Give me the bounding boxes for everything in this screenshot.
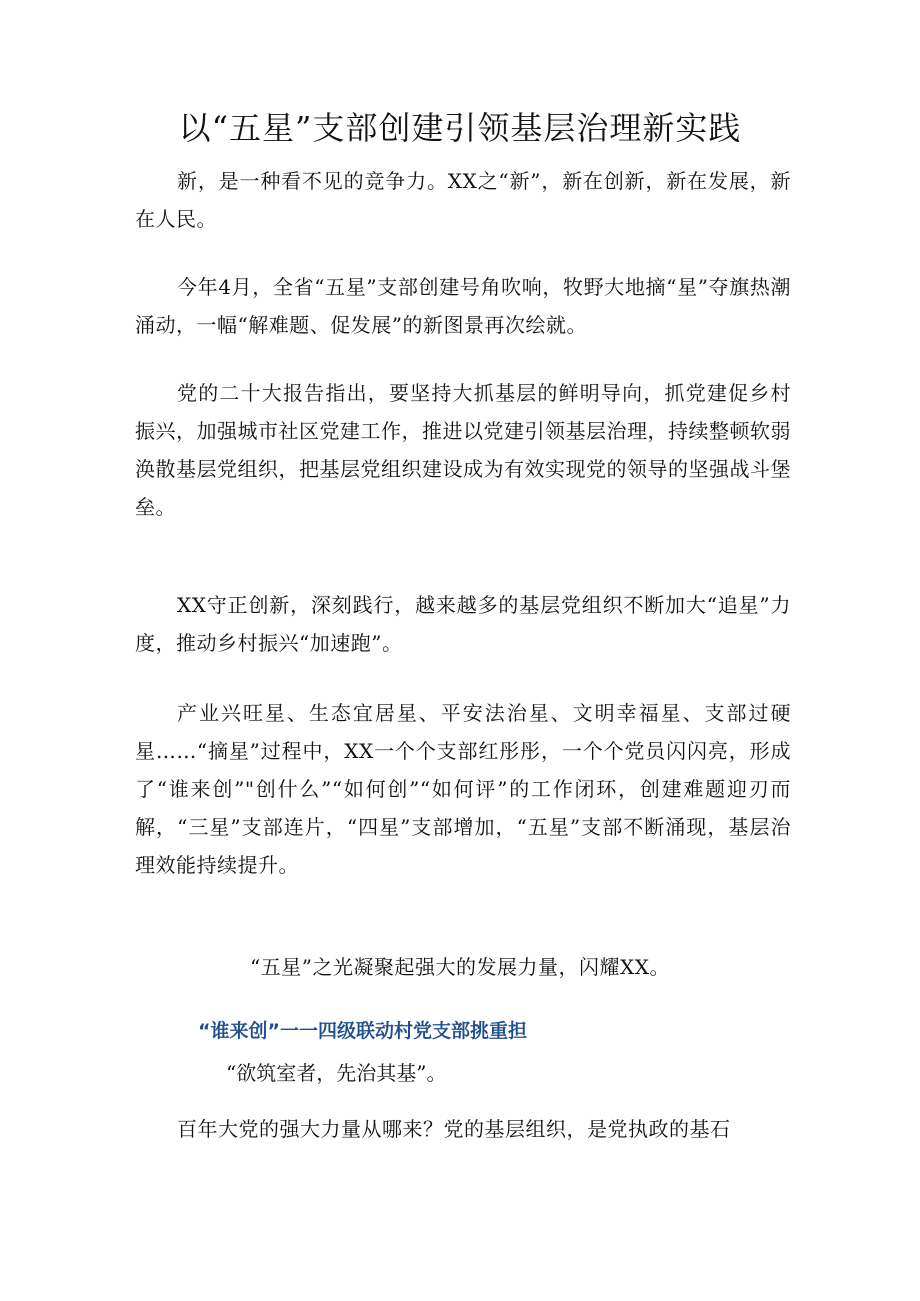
- section-heading: “谁来创”一一四级联动村党支部挑重担: [198, 1020, 527, 1042]
- paragraph-5: 产业兴旺星、生态宜居星、平安法治星、文明幸福星、支部过硬星……“摘星”过程中，XX一个个支部红彤彤，一个个党员闪闪亮，形成了“谁来创”"创什么”“如何创”“如何评”的工作闭环，创建难题迎刃而解，“三星”支部连片，“四星”支部增加，“五星”支部不断涌现，基层治理效能持续提升。: [135, 701, 791, 877]
- quote-line: “欲筑室者，先治其基”。: [226, 1061, 447, 1085]
- document-title: 以“五星”支部创建引领基层治理新实践: [178, 109, 742, 147]
- paragraph-7: 百年大党的强大力量从哪来？党的基层组织，是党执政的基石: [177, 1117, 731, 1141]
- paragraph-2: 今年4月，全省“五星”支部创建号角吹响，牧野大地摘“星”夺旗热潮涌动，一幅“解难题、促发展”的新图景再次绘就。: [135, 275, 791, 337]
- paragraph-1: 新，是一种看不见的竞争力。XX之“新”，新在创新，新在发展，新在人民。: [135, 169, 791, 231]
- paragraph-6: “五星”之光凝聚起强大的发展力量，闪耀XX。: [250, 955, 670, 979]
- paragraph-4: XX守正创新，深刻践行，越来越多的基层党组织不断加大“追星”力度，推动乡村振兴“加速跑”。: [135, 593, 791, 655]
- paragraph-3: 党的二十大报告指出，要坚持大抓基层的鲜明导向，抓党建促乡村振兴，加强城市社区党建工作，推进以党建引领基层治理，持续整顿软弱涣散基层党组织，把基层党组织建设成为有效实现党的领导的坚强战斗堡垒。: [135, 381, 791, 519]
